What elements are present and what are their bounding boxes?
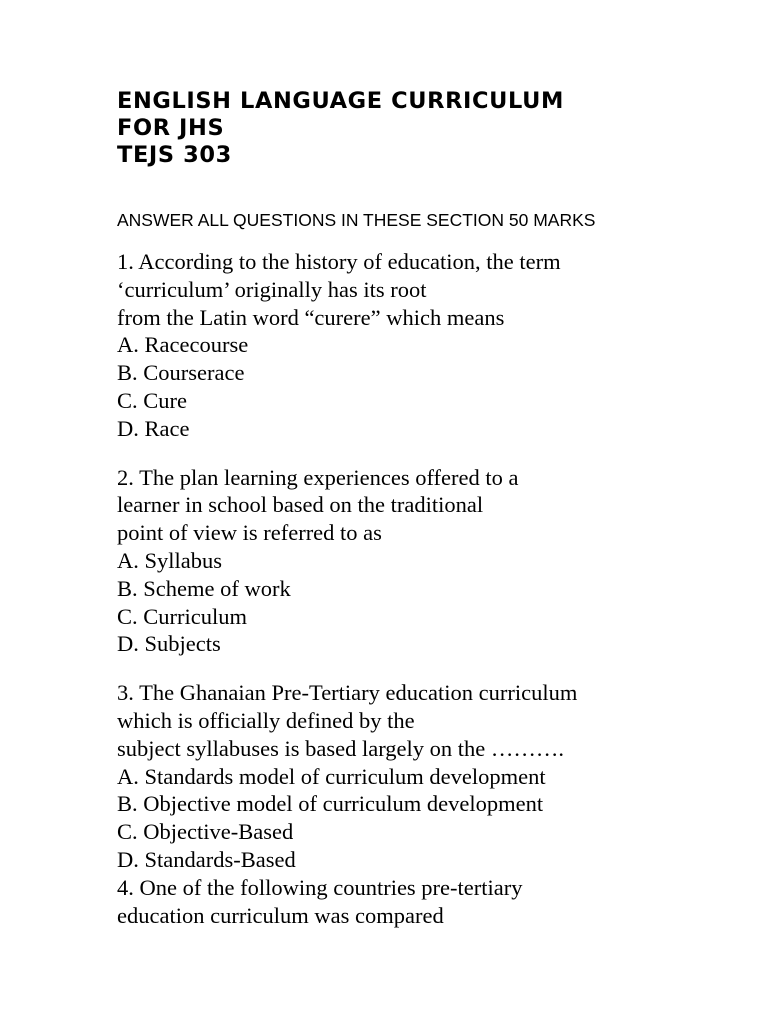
answer-option-d: D. Subjects bbox=[117, 631, 221, 657]
answer-option-c: C. Objective-Based bbox=[117, 819, 294, 845]
answer-option-d: D. Standards-Based bbox=[117, 846, 296, 872]
answer-option-b: B. Objective model of curriculum development bbox=[117, 791, 544, 817]
question-stem-line: which is officially defined by the bbox=[117, 707, 415, 733]
question-stem-line: 1. According to the history of education, the term bbox=[117, 249, 561, 274]
question-list bbox=[117, 248, 717, 929]
document-title bbox=[117, 88, 717, 169]
answer-option-a: A. Racecourse bbox=[117, 332, 249, 358]
answer-option-d: D. Race bbox=[117, 415, 190, 441]
answer-option-b: B. Scheme of work bbox=[117, 575, 291, 601]
answer-option-c: C. Curriculum bbox=[117, 603, 247, 629]
question-4 bbox=[117, 874, 717, 930]
question-stem-line: 2. The plan learning experiences offered to a bbox=[117, 464, 519, 490]
question-2 bbox=[117, 464, 717, 659]
question-stem-line: 4. One of the following countries pre-tertiary bbox=[117, 874, 523, 900]
answer-option-b: B. Courserace bbox=[117, 360, 245, 386]
question-stem-line: 3. The Ghanaian Pre-Tertiary education curriculum bbox=[117, 680, 578, 706]
title-line-course: ENGLISH LANGUAGE CURRICULUM bbox=[117, 88, 564, 114]
answer-option-a: A. Standards model of curriculum development bbox=[117, 763, 546, 789]
document-page bbox=[117, 88, 717, 929]
question-stem-line: learner in school based on the traditional bbox=[117, 492, 484, 518]
title-line-code: TEJS 303 bbox=[117, 142, 232, 168]
section-instructions: ANSWER ALL QUESTIONS IN THESE SECTION 50 MARKS bbox=[117, 210, 596, 230]
question-3 bbox=[117, 679, 717, 874]
question-stem-line: point of view is referred to as bbox=[117, 520, 382, 546]
answer-option-c: C. Cure bbox=[117, 387, 187, 413]
question-stem-line: ‘curriculum’ originally has its root bbox=[117, 276, 427, 302]
answer-option-a: A. Syllabus bbox=[117, 547, 223, 573]
title-line-level: FOR JHS bbox=[117, 115, 225, 141]
question-stem-line: subject syllabuses is based largely on the ………. bbox=[117, 735, 565, 761]
question-1 bbox=[117, 248, 717, 443]
question-stem-line: from the Latin word “curere” which means bbox=[117, 304, 505, 330]
question-stem-line: education curriculum was compared bbox=[117, 902, 444, 928]
